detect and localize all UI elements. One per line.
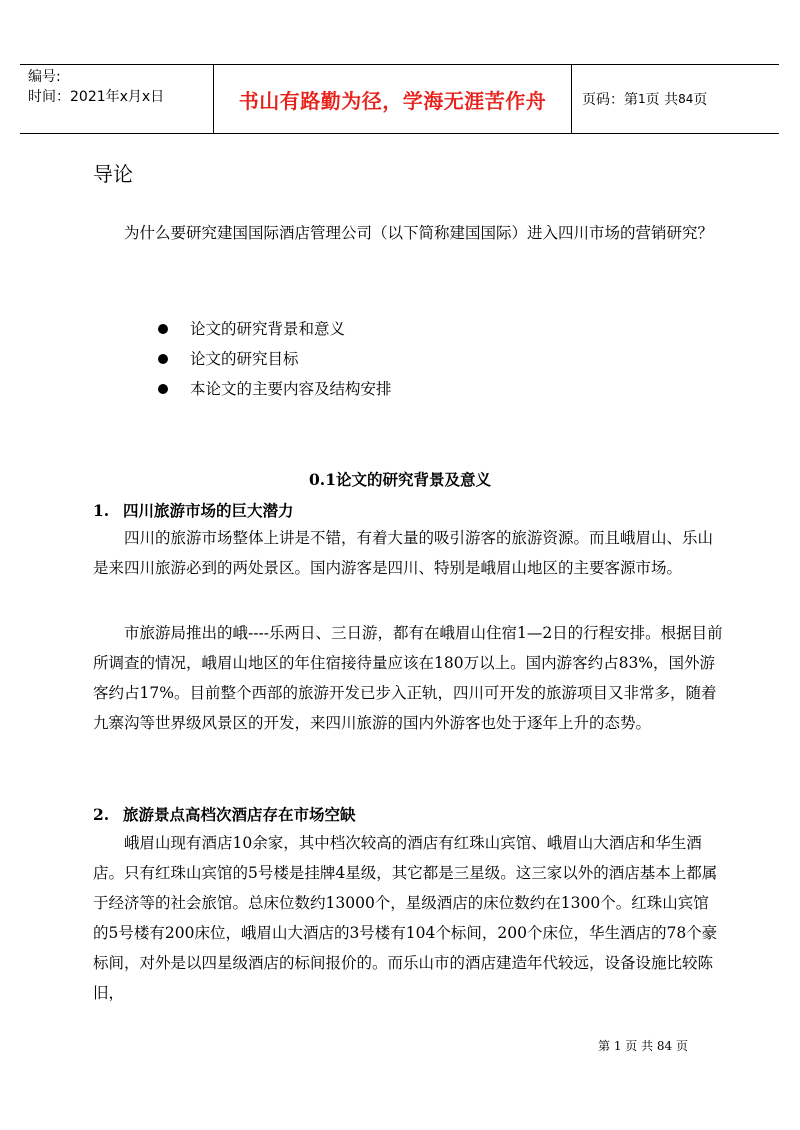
- bullet-icon: [158, 354, 168, 364]
- page-footer: 第 1 页 共 84 页: [598, 1039, 688, 1053]
- code-label: 编号:: [28, 69, 61, 85]
- page-total: 84: [678, 92, 694, 106]
- paragraph-2: 市旅游局推出的峨----乐两日、三日游，都有在峨眉山住宿1—2日的行程安排。根据目前所调查的情况，峨眉山地区的年住宿接待量应该在180万以上。国内游客约占83%，国外游客约占17%。目前整个西部的旅游开发已步入正轨，四川可开发的旅游项目又非常多，随着九寨沟等世界级风景区的开发，来四川旅游的国内外游客也处于逐年上升的态势。: [93, 624, 723, 732]
- subheading-text: 四川旅游市场的巨大潜力: [123, 501, 294, 520]
- list-item: [158, 344, 392, 374]
- list-item-text: 论文的研究背景和意义: [190, 320, 346, 338]
- section-heading: 0.1论文的研究背景及意义: [309, 470, 491, 489]
- intro-paragraph: 为什么要研究建国国际酒店管理公司（以下简称建国国际）进入四川市场的营销研究？: [124, 224, 714, 242]
- subheading-number: 1.: [93, 501, 110, 520]
- subheading-number: 2.: [93, 805, 110, 824]
- page-number: 1: [638, 92, 646, 106]
- page-suffix: 页: [693, 92, 708, 108]
- list-item-text: 论文的研究目标: [190, 350, 299, 368]
- bullet-icon: [158, 384, 168, 394]
- page-header: [20, 64, 779, 134]
- document-title: 导论: [93, 162, 133, 186]
- bullet-icon: [158, 324, 168, 334]
- page-prefix: 页码：第: [582, 92, 638, 108]
- subheading-text: 旅游景点高档次酒店存在市场空缺: [123, 805, 356, 824]
- header-meta: [20, 65, 214, 133]
- list-item-text: 本论文的主要内容及结构安排: [190, 380, 392, 398]
- paragraph-3: 峨眉山现有酒店10余家，其中档次较高的酒店有红珠山宾馆、峨眉山大酒店和华生酒店。只有红珠山宾馆的5号楼是挂牌4星级，其它都是三星级。这三家以外的酒店基本上都属于经济等的社会旅馆。总床位数约13000个，星级酒店的床位数约在1300个。红珠山宾馆的5号楼有200床位，峨眉山大酒店的3号楼有104个标间，200个床位，华生酒店的78个豪标间，对外是以四星级酒店的标间报价的。而乐山市的酒店建造年代较远，设备设施比较陈旧，: [93, 834, 718, 1002]
- list-item: [158, 374, 392, 404]
- header-page-info: [572, 65, 779, 133]
- subheading-2: [93, 803, 356, 825]
- list-item: [158, 314, 392, 344]
- page-mid: 页 共: [645, 92, 679, 108]
- time-label: 时间：2021年x月x日: [28, 89, 165, 105]
- paragraph-1: 四川的旅游市场整体上讲是不错，有着大量的吸引游客的旅游资源。而且峨眉山、乐山是来四川旅游必到的两处景区。国内游客是四川、特别是峨眉山地区的主要客源市场。: [93, 529, 714, 577]
- header-motto: 书山有路勤为径，学海无涯苦作舟: [214, 65, 572, 133]
- bullet-list: [158, 314, 392, 404]
- subheading-1: [93, 499, 294, 521]
